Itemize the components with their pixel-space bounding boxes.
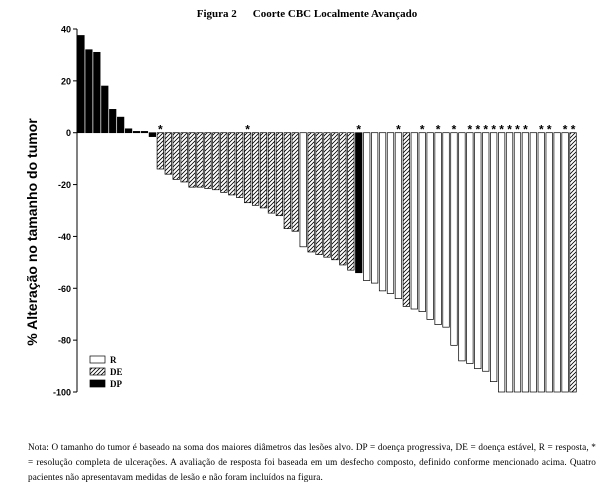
star-marker: * — [245, 122, 250, 137]
bar — [292, 133, 299, 232]
star-marker: * — [356, 122, 362, 137]
bar — [355, 133, 362, 273]
bar — [435, 133, 442, 325]
y-tick-label: -40 — [57, 231, 71, 242]
bar — [133, 131, 140, 132]
figure-label: Figura 2 — [196, 8, 237, 20]
star-marker: * — [491, 122, 497, 137]
star-marker: * — [523, 122, 528, 137]
y-tick-label: -20 — [57, 180, 71, 191]
star-marker: * — [419, 122, 425, 137]
bar — [379, 133, 386, 291]
star-marker: * — [467, 122, 473, 137]
bar — [363, 133, 370, 281]
bar — [498, 133, 505, 392]
bar — [308, 133, 315, 252]
y-tick-label: 0 — [65, 128, 71, 139]
bar — [371, 133, 378, 283]
bar — [475, 133, 482, 369]
bar — [221, 133, 228, 193]
y-tick-label: -100 — [52, 387, 71, 398]
bar — [332, 133, 339, 260]
figure-caption-title: Coorte CBC Localmente Avançado — [252, 8, 418, 20]
bar — [189, 133, 196, 187]
bar — [546, 133, 553, 392]
legend-label-dp: DP — [110, 379, 122, 389]
y-axis-label: % Alteração no tamanho do tumor — [24, 118, 40, 346]
bar — [149, 133, 156, 137]
star-marker: * — [507, 122, 512, 137]
legend-label-de: DE — [110, 367, 123, 377]
bar — [78, 35, 85, 132]
bar — [260, 133, 267, 208]
bar — [125, 129, 132, 133]
bar — [316, 133, 323, 255]
bar — [443, 133, 450, 327]
bar — [165, 133, 172, 174]
bar — [570, 133, 577, 392]
bar — [244, 133, 251, 203]
bar — [252, 133, 259, 206]
bar — [300, 133, 307, 247]
bar — [530, 133, 537, 392]
bar — [395, 133, 402, 299]
legend-swatch-dp — [90, 380, 105, 387]
bar — [94, 52, 101, 132]
bar — [229, 133, 236, 195]
y-tick-label: 40 — [60, 24, 71, 35]
star-marker: * — [396, 122, 401, 137]
bar — [276, 133, 283, 216]
bar — [117, 117, 124, 133]
bar — [411, 133, 418, 309]
bar — [181, 133, 188, 182]
bar — [284, 133, 291, 229]
star-marker: * — [562, 122, 568, 137]
y-tick-label: -80 — [57, 335, 71, 346]
bar — [522, 133, 529, 392]
bar — [205, 133, 212, 189]
star-marker: * — [570, 122, 576, 137]
star-marker: * — [499, 122, 504, 137]
y-tick-label: -60 — [57, 283, 71, 294]
bar — [490, 133, 497, 382]
star-marker: * — [451, 122, 457, 137]
bar — [340, 133, 347, 265]
bar — [102, 86, 109, 133]
bar — [268, 133, 275, 213]
star-marker: * — [475, 122, 481, 137]
legend-swatch-r — [90, 356, 105, 363]
bar — [419, 133, 426, 312]
bar — [459, 133, 466, 361]
bar — [403, 133, 410, 307]
legend-swatch-de — [90, 368, 105, 375]
legend-label-r: R — [110, 355, 117, 365]
bar — [387, 133, 394, 294]
bar — [467, 133, 474, 364]
plot-area — [53, 25, 576, 398]
legend — [90, 355, 123, 389]
bar — [157, 133, 164, 169]
star-marker: * — [157, 122, 163, 137]
bar — [348, 133, 355, 270]
bar — [451, 133, 458, 346]
figure-note: Nota: O tamanho do tumor é baseado na soma dos maiores diâmetros das lesões alvo. DP = doença progressiva, DE = doença estável, R = resposta, * = resolução completa de ulcerações. A avaliação de resposta foi baseada em um desfecho composto, definido conforme mencionado acima. Quatro pacientes não apresentavam medidas de lesão e não foram incluídos na figura. — [28, 442, 596, 482]
bar — [427, 133, 434, 320]
star-marker: * — [546, 122, 552, 137]
y-tick-label: 20 — [60, 76, 71, 87]
bar — [109, 109, 116, 132]
bar — [538, 133, 545, 392]
bar — [562, 133, 569, 392]
bar — [554, 133, 561, 392]
star-marker: * — [538, 122, 544, 137]
bar — [324, 133, 331, 257]
bar — [213, 133, 220, 190]
bar — [173, 133, 180, 180]
bar — [514, 133, 521, 392]
bar — [506, 133, 513, 392]
bar — [141, 131, 148, 132]
star-marker: * — [483, 122, 489, 137]
bar — [482, 133, 489, 372]
bar — [236, 133, 243, 198]
star-marker: * — [515, 122, 520, 137]
bar — [86, 50, 93, 133]
star-marker: * — [435, 122, 441, 137]
bar — [197, 133, 204, 187]
